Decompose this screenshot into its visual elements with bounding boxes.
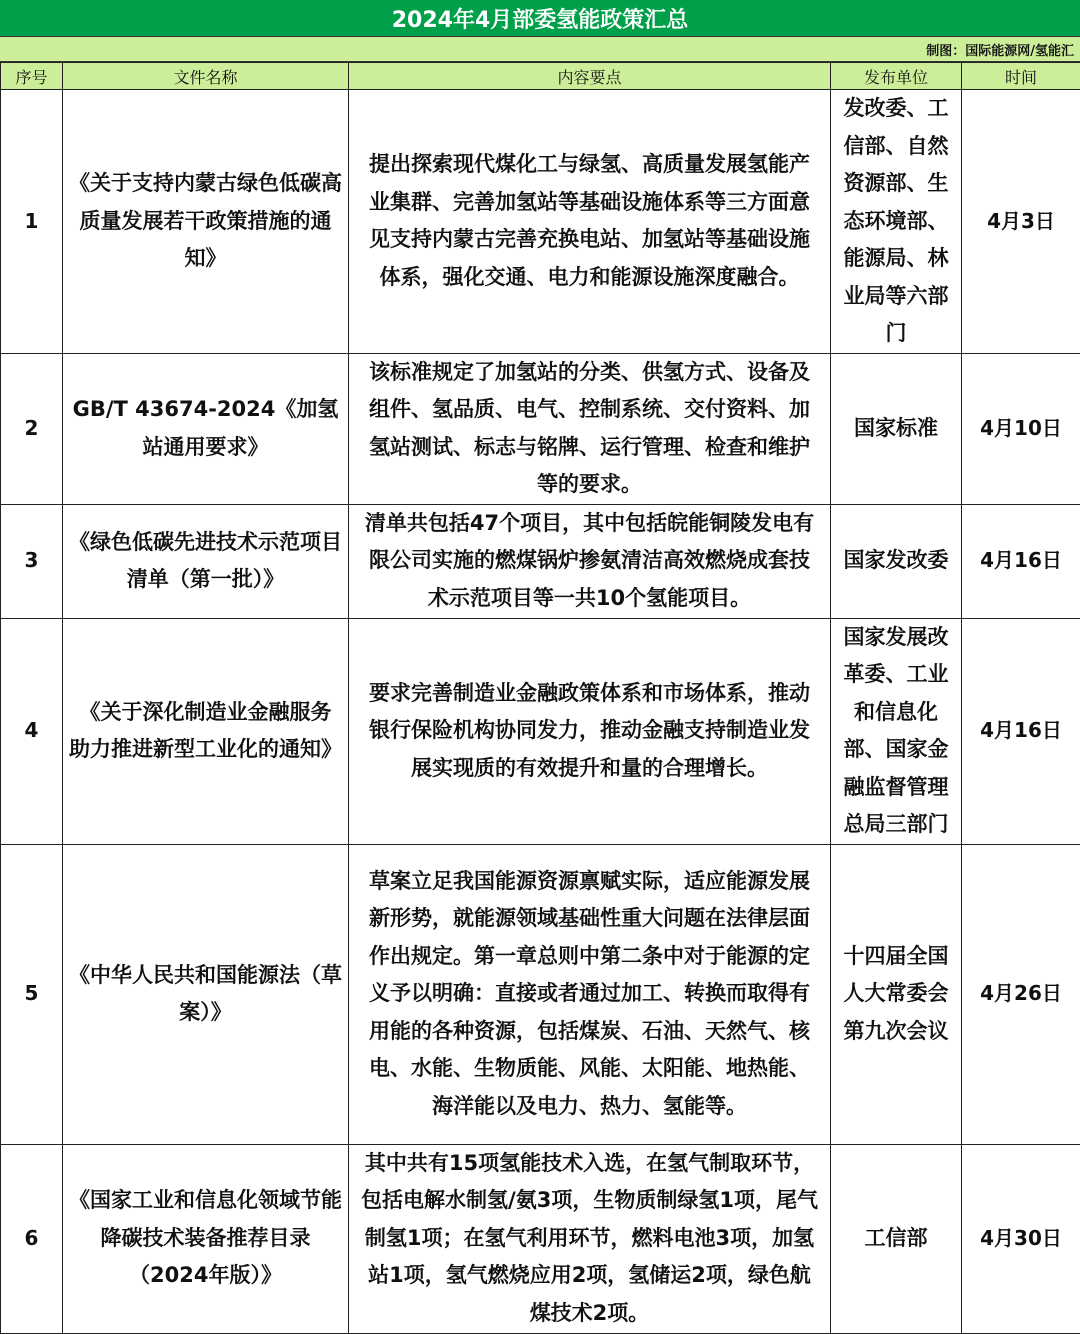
publisher: 国家发改委 bbox=[831, 504, 962, 618]
document-name: 《关于支持内蒙古绿色低碳高质量发展若干政策措施的通知》 bbox=[63, 90, 349, 354]
row-index: 3 bbox=[1, 504, 63, 618]
document-name: 《关于深化制造业金融服务 助力推进新型工业化的通知》 bbox=[63, 618, 349, 844]
policy-table bbox=[0, 62, 1080, 1334]
table-row bbox=[1, 1144, 1080, 1333]
publisher: 国家标准 bbox=[831, 353, 962, 504]
key-points: 清单共包括47个项目，其中包括皖能铜陵发电有限公司实施的燃煤锅炉掺氨清洁高效燃烧成套技术示范项目等一共10个氢能项目。 bbox=[349, 504, 831, 618]
credit-text: 制图：国际能源网/氢能汇 bbox=[926, 40, 1074, 59]
document-name: 《国家工业和信息化领域节能降碳技术装备推荐目录（2024年版）》 bbox=[63, 1144, 349, 1333]
publish-date: 4月16日 bbox=[962, 504, 1080, 618]
key-points: 草案立足我国能源资源禀赋实际，适应能源发展新形势，就能源领域基础性重大问题在法律层面作出规定。第一章总则中第二条中对于能源的定义予以明确：直接或者通过加工、转换而取得有用能的各种资源，包括煤炭、石油、天然气、核电、水能、生物质能、风能、太阳能、地热能、海洋能以及电力、热力、氢能等。 bbox=[349, 844, 831, 1144]
publisher: 工信部 bbox=[831, 1144, 962, 1333]
key-points: 该标准规定了加氢站的分类、供氢方式、设备及组件、氢品质、电气、控制系统、交付资料、加氢站测试、标志与铭牌、运行管理、检查和维护等的要求。 bbox=[349, 353, 831, 504]
publish-date: 4月3日 bbox=[962, 90, 1080, 354]
publisher: 发改委、工信部、自然资源部、生态环境部、能源局、林业局等六部门 bbox=[831, 90, 962, 354]
sheet-title: 2024年4月部委氢能政策汇总 bbox=[0, 0, 1080, 37]
document-name: GB/T 43674-2024《加氢站通用要求》 bbox=[63, 353, 349, 504]
publish-date: 4月16日 bbox=[962, 618, 1080, 844]
row-index: 5 bbox=[1, 844, 63, 1144]
credit-line bbox=[0, 37, 1080, 62]
key-points: 其中共有15项氢能技术入选，在氢气制取环节，包括电解水制氢/氨3项，生物质制绿氢1项，尾气制氢1项；在氢气利用环节，燃料电池3项，加氢站1项，氢气燃烧应用2项，氢储运2项，绿色航煤技术2项。 bbox=[349, 1144, 831, 1333]
table-header-row bbox=[1, 63, 1080, 90]
document-name: 《绿色低碳先进技术示范项目清单（第一批）》 bbox=[63, 504, 349, 618]
column-header-document-name: 文件名称 bbox=[63, 63, 349, 90]
document-name: 《中华人民共和国能源法（草案）》 bbox=[63, 844, 349, 1144]
column-header-key-points: 内容要点 bbox=[349, 63, 831, 90]
publisher: 国家发展改革委、工业和信息化部、国家金融监督管理总局三部门 bbox=[831, 618, 962, 844]
row-index: 2 bbox=[1, 353, 63, 504]
table-row bbox=[1, 90, 1080, 354]
table-row bbox=[1, 618, 1080, 844]
key-points: 要求完善制造业金融政策体系和市场体系，推动银行保险机构协同发力，推动金融支持制造业发展实现质的有效提升和量的合理增长。 bbox=[349, 618, 831, 844]
publisher: 十四届全国人大常委会第九次会议 bbox=[831, 844, 962, 1144]
column-header-index: 序号 bbox=[1, 63, 63, 90]
publish-date: 4月10日 bbox=[962, 353, 1080, 504]
publish-date: 4月26日 bbox=[962, 844, 1080, 1144]
row-index: 1 bbox=[1, 90, 63, 354]
key-points: 提出探索现代煤化工与绿氢、高质量发展氢能产业集群、完善加氢站等基础设施体系等三方面意见支持内蒙古完善充换电站、加氢站等基础设施体系，强化交通、电力和能源设施深度融合。 bbox=[349, 90, 831, 354]
row-index: 6 bbox=[1, 1144, 63, 1333]
table-row bbox=[1, 504, 1080, 618]
publish-date: 4月30日 bbox=[962, 1144, 1080, 1333]
row-index: 4 bbox=[1, 618, 63, 844]
table-row bbox=[1, 844, 1080, 1144]
column-header-publisher: 发布单位 bbox=[831, 63, 962, 90]
column-header-date: 时间 bbox=[962, 63, 1080, 90]
table-row bbox=[1, 353, 1080, 504]
